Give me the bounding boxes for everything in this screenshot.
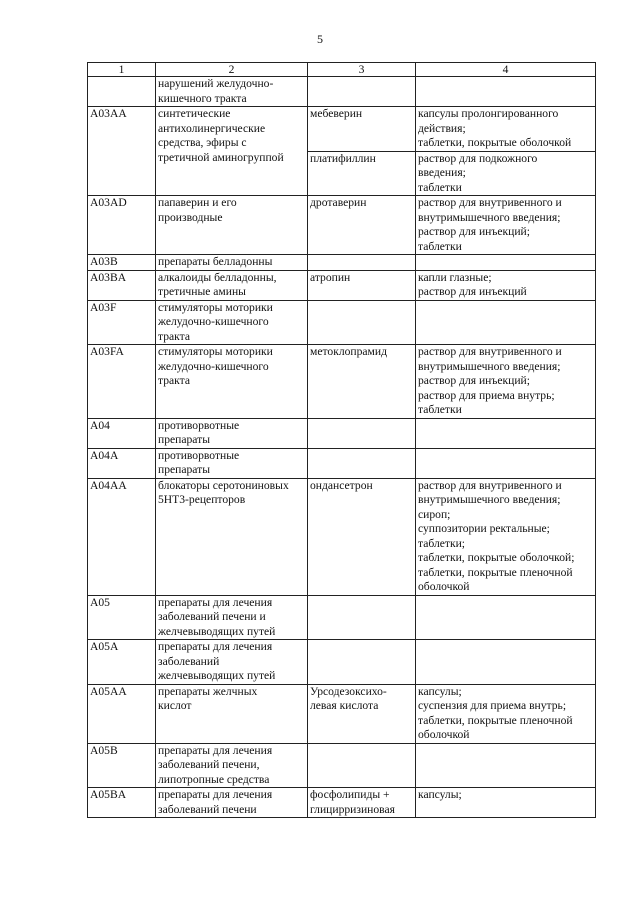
group-name-cell: алкалоиды белладонны, третичные амины	[156, 270, 308, 300]
dosage-form-cell: раствор для внутривенного и внутримышечного введения; раствор для инъекций; раствор для приема внутрь; таблетки	[416, 345, 596, 419]
drug-name-cell: метоклопрамид	[308, 345, 416, 419]
atc-code-cell: A03BA	[88, 270, 156, 300]
table-row	[88, 788, 596, 818]
column-header-2: 2	[156, 63, 308, 77]
atc-code-cell: A05B	[88, 743, 156, 788]
table-row	[88, 743, 596, 788]
group-name-cell: синтетические антихолинергические средства, эфиры с третичной аминогруппой	[156, 107, 308, 196]
dosage-form-cell: раствор для подкожного введения; таблетки	[416, 151, 596, 196]
table-row	[88, 448, 596, 478]
group-name-cell: препараты для лечения заболеваний печени, липотропные средства	[156, 743, 308, 788]
table-row	[88, 255, 596, 271]
drug-name-cell: платифиллин	[308, 151, 416, 196]
drug-name-cell: мебеверин	[308, 107, 416, 152]
dosage-form-cell	[416, 300, 596, 345]
table-row	[88, 270, 596, 300]
table-row	[88, 418, 596, 448]
drug-name-cell	[308, 448, 416, 478]
drug-name-cell	[308, 255, 416, 271]
drug-name-cell: Урсодезоксихо- левая кислота	[308, 684, 416, 743]
atc-code-cell: A04	[88, 418, 156, 448]
atc-code-cell: A05AA	[88, 684, 156, 743]
drug-name-cell	[308, 77, 416, 107]
column-header-1: 1	[88, 63, 156, 77]
table-row	[88, 684, 596, 743]
group-name-cell: папаверин и его производные	[156, 196, 308, 255]
dosage-form-cell	[416, 255, 596, 271]
column-header-4: 4	[416, 63, 596, 77]
dosage-form-cell: капсулы;	[416, 788, 596, 818]
group-name-cell: блокаторы серотониновых 5НТ3-рецепторов	[156, 478, 308, 595]
group-name-cell: препараты белладонны	[156, 255, 308, 271]
drug-name-cell: атропин	[308, 270, 416, 300]
drug-name-cell	[308, 595, 416, 640]
atc-code-cell: A03FA	[88, 345, 156, 419]
dosage-form-cell: раствор для внутривенного и внутримышечного введения; раствор для инъекций; таблетки	[416, 196, 596, 255]
table-header-row	[88, 63, 596, 77]
group-name-cell: противорвотные препараты	[156, 448, 308, 478]
drug-classification-table	[87, 62, 596, 818]
atc-code-cell: A03AA	[88, 107, 156, 196]
group-name-cell: нарушений желудочно- кишечного тракта	[156, 77, 308, 107]
atc-code-cell: A05	[88, 595, 156, 640]
dosage-form-cell: капсулы; суспензия для приема внутрь; таблетки, покрытые пленочной оболочкой	[416, 684, 596, 743]
dosage-form-cell	[416, 77, 596, 107]
drug-name-cell: ондансетрон	[308, 478, 416, 595]
atc-code-cell: A03AD	[88, 196, 156, 255]
drug-name-cell: фосфолипиды + глицирризиновая	[308, 788, 416, 818]
dosage-form-cell	[416, 595, 596, 640]
atc-code-cell: A05A	[88, 640, 156, 685]
group-name-cell: препараты для лечения заболеваний печени и желчевыводящих путей	[156, 595, 308, 640]
dosage-form-cell: капли глазные; раствор для инъекций	[416, 270, 596, 300]
dosage-form-cell	[416, 448, 596, 478]
table-body	[88, 63, 596, 818]
group-name-cell: препараты для лечения заболеваний печени	[156, 788, 308, 818]
dosage-form-cell: капсулы пролонгированного действия; таблетки, покрытые оболочкой	[416, 107, 596, 152]
atc-code-cell	[88, 77, 156, 107]
dosage-form-cell	[416, 640, 596, 685]
group-name-cell: препараты для лечения заболеваний желчевыводящих путей	[156, 640, 308, 685]
drug-name-cell	[308, 743, 416, 788]
group-name-cell: стимуляторы моторики желудочно-кишечного тракта	[156, 345, 308, 419]
atc-code-cell: A03B	[88, 255, 156, 271]
atc-code-cell: A04AA	[88, 478, 156, 595]
atc-code-cell: A03F	[88, 300, 156, 345]
drug-name-cell	[308, 640, 416, 685]
table-row	[88, 345, 596, 419]
atc-code-cell: A05BA	[88, 788, 156, 818]
table-row	[88, 77, 596, 107]
table-row	[88, 595, 596, 640]
table-row	[88, 478, 596, 595]
dosage-form-cell: раствор для внутривенного и внутримышечного введения; сироп; суппозитории ректальные; таблетки; таблетки, покрытые оболочкой; таблетки, покрытые пленочной оболочкой	[416, 478, 596, 595]
table-row	[88, 640, 596, 685]
page-number: 5	[317, 32, 323, 46]
drug-name-cell: дротаверин	[308, 196, 416, 255]
table-row	[88, 300, 596, 345]
drug-name-cell	[308, 418, 416, 448]
group-name-cell: противорвотные препараты	[156, 418, 308, 448]
dosage-form-cell	[416, 418, 596, 448]
table-row	[88, 196, 596, 255]
group-name-cell: препараты желчных кислот	[156, 684, 308, 743]
group-name-cell: стимуляторы моторики желудочно-кишечного тракта	[156, 300, 308, 345]
table-row	[88, 107, 596, 152]
dosage-form-cell	[416, 743, 596, 788]
column-header-3: 3	[308, 63, 416, 77]
drug-name-cell	[308, 300, 416, 345]
atc-code-cell: A04A	[88, 448, 156, 478]
